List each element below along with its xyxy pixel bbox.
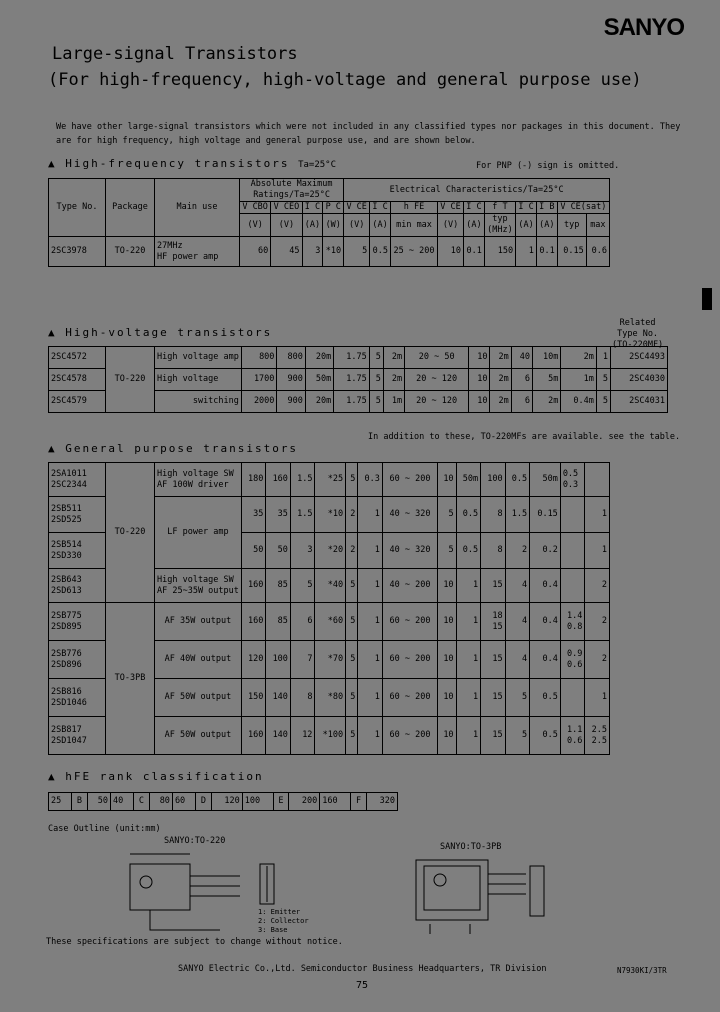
hv-table [48,346,668,413]
section-bullet-icon: ▲ [48,442,57,455]
section-bullet-icon: ▲ [48,326,57,339]
table-row: 2SC3978 TO-220 27MHz HF power amp 60 45 3 *10 5 0.5 25 ~ 200 10 0.1 150 1 0.1 0.15 0.6 [49,237,610,267]
hfe-table [48,792,398,811]
to3pb-outline-diagram [410,852,610,938]
to220-label: SANYO:TO-220 [164,836,226,846]
page-title: Large-signal Transistors [52,44,298,64]
spec-notice: These specifications are subject to change without notice. [46,937,343,947]
hv-note: In addition to these, TO-220MFs are available. see the table. [368,432,681,442]
sanyo-logo: SANYO [603,14,684,41]
page-subtitle: (For high-frequency, high-voltage and general purpose use) [48,70,642,90]
gp-heading: ▲ General purpose transistors [48,442,299,455]
related-type-header: Related Type No. (TO-220MF) [612,318,664,350]
section-bullet-icon: ▲ [48,770,57,783]
table-row: 2SB511 2SD525 LF power amp 35 35 1.5 *10 2 1 40 ~ 320 5 0.5 8 1.5 0.15 1 [49,497,610,533]
table-row: 2SC4578 High voltage 1700 900 50m 1.75 5 2m 20 ~ 120 10 2m 6 5m 1m 5 2SC4030 [49,369,668,391]
intro-line-2: are for high frequency, high voltage and general purpose use, and are shown below. [56,136,476,146]
table-row: 2SC4579 switching 2000 900 20m 1.75 5 1m 20 ~ 120 10 2m 6 2m 0.4m 5 2SC4031 [49,391,668,413]
section-bullet-icon: ▲ [48,157,57,170]
table-row: 2SB514 2SD330 50 50 3 *20 2 1 40 ~ 320 5 0.5 8 2 0.2 1 [49,533,610,569]
table-row: 2SB776 2SD896 AF 40W output 120 100 7 *70 5 1 60 ~ 200 10 1 15 4 0.4 0.9 0.6 2 [49,641,610,679]
pnp-note: For PNP (-) sign is omitted. [476,161,620,171]
table-row: 2SB643 2SD613 High voltage SW AF 25~35W output 160 85 5 *40 5 1 40 ~ 200 10 1 15 4 0.4 2 [49,569,610,603]
hfe-heading: ▲ hFE rank classification [48,770,264,783]
case-heading: Case Outline (unit:mm) [48,824,161,834]
table-row: 2SB775 2SD895 TO-3PB AF 35W output 160 85 6 *60 5 1 60 ~ 200 10 1 18 15 4 0.4 1.4 0.8 2 [49,603,610,641]
page-number: 75 [356,980,369,991]
pin-legend: 1: Emitter 2: Collector 3: Base [258,908,309,934]
hf-table: Type No. Package Main use Absolute Maximum Ratings/Ta=25°C Electrical Characteristics/Ta=25°C V CBO V CEO I C P C V CE I C h FE V CE I C f T I C I B V CE(sat) (V) (V) (A) (W) (V) (A) min max (V) (A) typ (MHz) (A) (A) typ max 2SC3978 TO-220 27MHz HF power amp 60 45 3 *10 5 0.5 25 ~ 200 10 0.1 150 1 0.1 0.15 0.6 [48,178,610,267]
gp-table [48,462,610,755]
table-row: 2SB816 2SD1046 AF 50W output 150 140 8 *80 5 1 60 ~ 200 10 1 15 5 0.5 1 [49,679,610,717]
table-row: 25 B 50 40 C 80 60 D 120 100 E 200 160 F 320 [49,793,398,811]
table-row: 2SA1011 2SC2344 TO-220 High voltage SW AF 100W driver 180 160 1.5 *25 5 0.3 60 ~ 200 10 50m 100 0.5 50m 0.5 0.3 [49,463,610,497]
hf-heading: ▲ High-frequency transistors Ta=25°C [48,157,336,170]
company-line: SANYO Electric Co.,Ltd. Semiconductor Business Headquarters, TR Division [178,964,547,974]
table-row: 2SC4572 TO-220 High voltage amp 800 800 20m 1.75 5 2m 20 ~ 50 10 2m 40 10m 2m 1 2SC4493 [49,347,668,369]
table-row: 2SB817 2SD1047 AF 50W output 160 140 12 *100 5 1 60 ~ 200 10 1 15 5 0.5 1.1 0.6 2.5 2.5 [49,717,610,755]
page-edge-mark [702,288,712,310]
to3pb-label: SANYO:TO-3PB [440,842,502,852]
doc-code: N7930KI/3TR [617,966,667,975]
hv-heading: ▲ High-voltage transistors [48,326,273,339]
intro-line-1: We have other large-signal transistors which were not included in any classified types nor packages in this document. They [56,122,681,132]
